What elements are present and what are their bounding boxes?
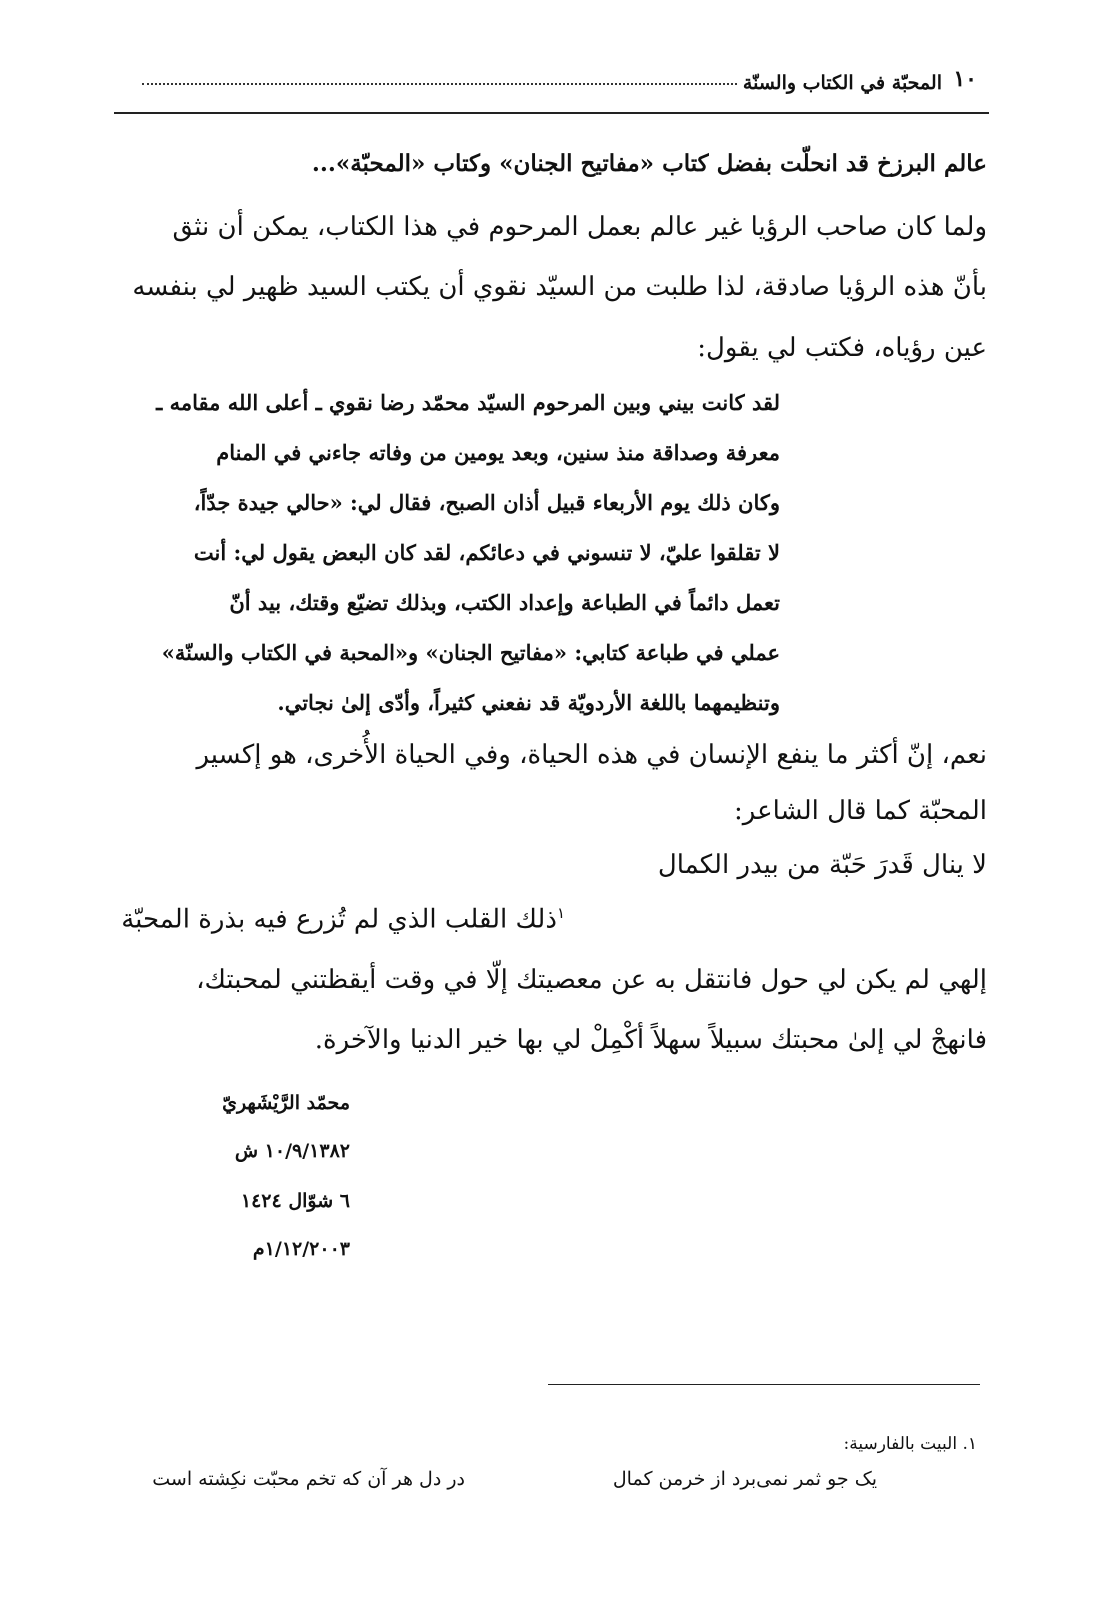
body-line: إلهي لم يكن لي حول فانتقل به عن معصيتك إلّا في وقت أيقظتني لمحبتك، — [196, 965, 987, 995]
poem-verse: لا ينال قَدرَ حَبّة من بيدر الكمال — [657, 850, 987, 880]
header-divider — [114, 112, 989, 114]
body-line: فانهجْ لي إلىٰ محبتك سبيلاً سهلاً أكْمِلْ لي بها خير الدنيا والآخرة. — [314, 1025, 987, 1055]
author-name: محمّد الرَّيْشَهريّ — [222, 1092, 350, 1114]
body-line: ولما كان صاحب الرؤيا غير عالم بعمل المرحوم في هذا الكتاب، يمكن أن نثق — [172, 212, 987, 242]
date-solar: ١٠/٩/١٣٨٢ ش — [234, 1140, 350, 1162]
running-title: المحبّة في الكتاب والسنّة — [742, 72, 942, 94]
footnote-divider — [548, 1384, 980, 1385]
quote-line: وكان ذلك يوم الأربعاء قبيل أذان الصبح، فقال لي: «حالي جيدة جدّاً، — [193, 490, 780, 515]
footnote-verse-first-hemistich: يک جو ثمر نمی‌برد از خرمن كمال — [612, 1468, 877, 1490]
body-line: عين رؤياه، فكتب لي يقول: — [697, 333, 987, 363]
date-hijri: ٦ شوّال ١٤٢٤ — [240, 1190, 350, 1212]
footnote-text: ١. البيت بالفارسية: — [843, 1434, 977, 1454]
running-header — [112, 72, 942, 94]
body-line: نعم، إنّ أكثر ما ينفع الإنسان في هذه الحياة، وفي الحياة الأُخرى، هو إكسير — [196, 740, 987, 770]
body-line: المحبّة كما قال الشاعر: — [734, 796, 987, 826]
body-line: عالم البرزخ قد انحلّت بفضل كتاب «مفاتيح الجنان» وكتاب «المحبّة»... — [311, 150, 987, 177]
quote-line: معرفة وصداقة منذ سنين، وبعد يومين من وفاته جاءني في المنام — [216, 440, 780, 465]
poem-verse: $^١$ذلك القلب الذي لم تُزرع فيه بذرة المحبّة — [121, 904, 565, 935]
footnote-marker: ١ — [556, 904, 565, 922]
footnote-verse-second-hemistich: در دل هر آن كه تخم محبّت نكِشته است — [152, 1468, 465, 1490]
quote-line: عملي في طباعة كتابي: «مفاتيح الجنان» و«المحبة في الكتاب والسنّة» — [161, 640, 780, 665]
page-number: ١٠ — [953, 66, 977, 92]
quote-line: لا تقلقوا عليّ، لا تنسوني في دعائكم، لقد كان البعض يقول لي: أنت — [193, 540, 780, 565]
quote-line: تعمل دائماً في الطباعة وإعداد الكتب، وبذلك تضيّع وقتك، بيد أنّ — [229, 590, 780, 615]
quote-line: لقد كانت بيني وبين المرحوم السيّد محمّد رضا نقوي ـ أعلى الله مقامه ـ — [156, 390, 780, 415]
header-dot-leader — [142, 83, 737, 85]
date-gregorian: ١/١٢/٢٠٠٣م — [252, 1238, 350, 1260]
body-line: بأنّ هذه الرؤيا صادقة، لذا طلبت من السيّد نقوي أن يكتب السيد ظهير لي بنفسه — [132, 272, 987, 302]
quote-line: وتنظيمهما باللغة الأردويّة قد نفعني كثيراً، وأدّى إلىٰ نجاتي. — [277, 690, 780, 715]
